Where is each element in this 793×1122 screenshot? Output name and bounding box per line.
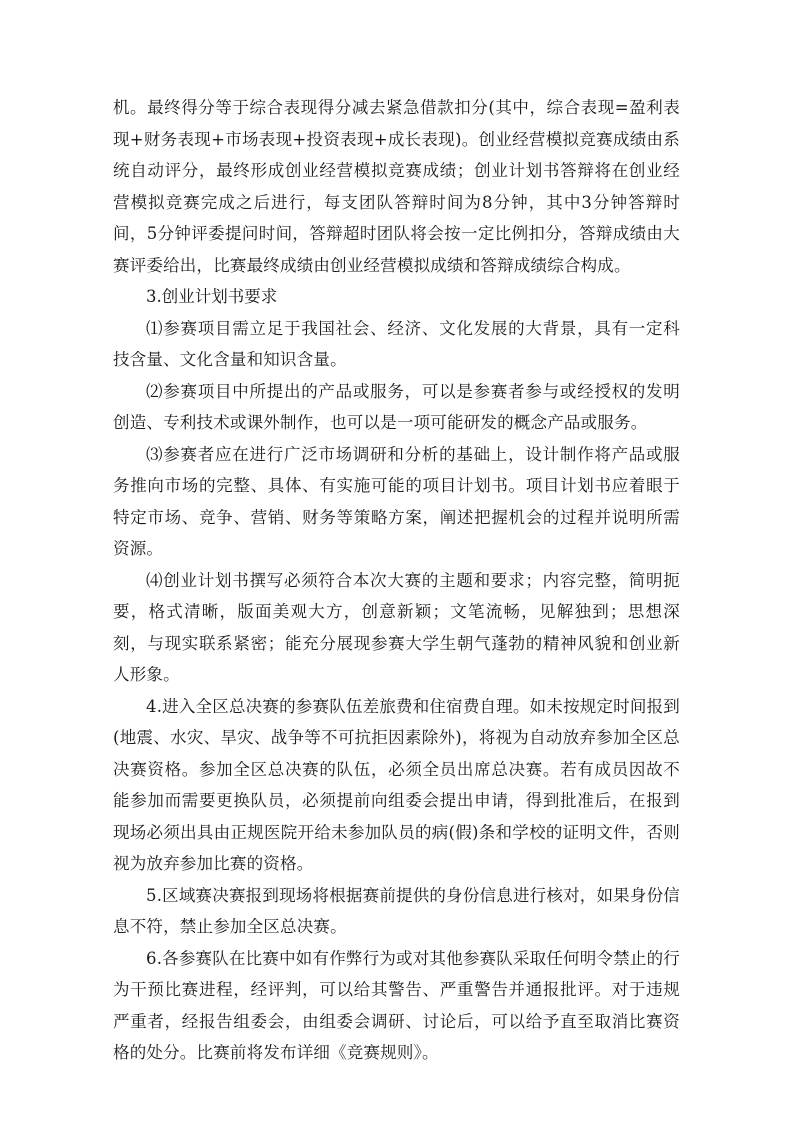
rule-item-5: 5.区域赛决赛报到现场将根据赛前提供的身份信息进行核对，如果身份信息不符，禁止参加全区总决赛。	[113, 885, 680, 936]
paragraph-continuation: 机。最终得分等于综合表现得分减去紧急借款扣分(其中，综合表现=盈利表现+财务表现+市场表现+投资表现+成长表现)。创业经营模拟竞赛成绩由系统自动评分，最终形成创业经营模拟竞赛成绩；创业计划书答辩将在创业经营模拟竞赛完成之后进行，每支团队答辩时间为8分钟，其中3分钟答辩时间，5分钟评委提问时间，答辩超时团队将会按一定比例扣分，答辩成绩由大赛评委给出，比赛最终成绩由创业经营模拟成绩和答辩成绩综合构成。	[113, 98, 680, 275]
requirement-1: ⑴参赛项目需立足于我国社会、经济、文化发展的大背景，具有一定科技含量、文化含量和知识含量。	[113, 318, 680, 369]
requirement-4: ⑷创业计划书撰写必须符合本次大赛的主题和要求；内容完整，简明扼要，格式清晰，版面美观大方，创意新颖；文笔流畅，见解独到；思想深刻，与现实联系紧密；能充分展现参赛大学生朝气蓬勃的精神风貌和创业新人形象。	[113, 570, 680, 684]
rule-item-6: 6.各参赛队在比赛中如有作弊行为或对其他参赛队采取任何明令禁止的行为干预比赛进程，经评判，可以给其警告、严重警告并通报批评。对于违规严重者，经报告组委会，由组委会调研、讨论后，可以给予直至取消比赛资格的处分。比赛前将发布详细《竞赛规则》。	[113, 948, 680, 1062]
document-page	[113, 92, 680, 1069]
rule-item-4: 4.进入全区总决赛的参赛队伍差旅费和住宿费自理。如未按规定时间报到(地震、水灾、旱灾、战争等不可抗拒因素除外)，将视为自动放弃参加全区总决赛资格。参加全区总决赛的队伍，必须全员出席总决赛。若有成员因故不能参加而需要更换队员，必须提前向组委会提出申请，得到批准后，在报到现场必须出具由正规医院开给未参加队员的病(假)条和学校的证明文件，否则视为放弃参加比赛的资格。	[113, 696, 680, 873]
requirement-3: ⑶参赛者应在进行广泛市场调研和分析的基础上，设计制作将产品或服务推向市场的完整、具体、有实施可能的项目计划书。项目计划书应着眼于特定市场、竞争、营销、财务等策略方案，阐述把握机会的过程并说明所需资源。	[113, 444, 680, 558]
requirement-2: ⑵参赛项目中所提出的产品或服务，可以是参赛者参与或经授权的发明创造、专利技术或课外制作，也可以是一项可能研发的概念产品或服务。	[113, 381, 680, 432]
section-heading-business-plan-requirements: 3.创业计划书要求	[146, 287, 278, 306]
